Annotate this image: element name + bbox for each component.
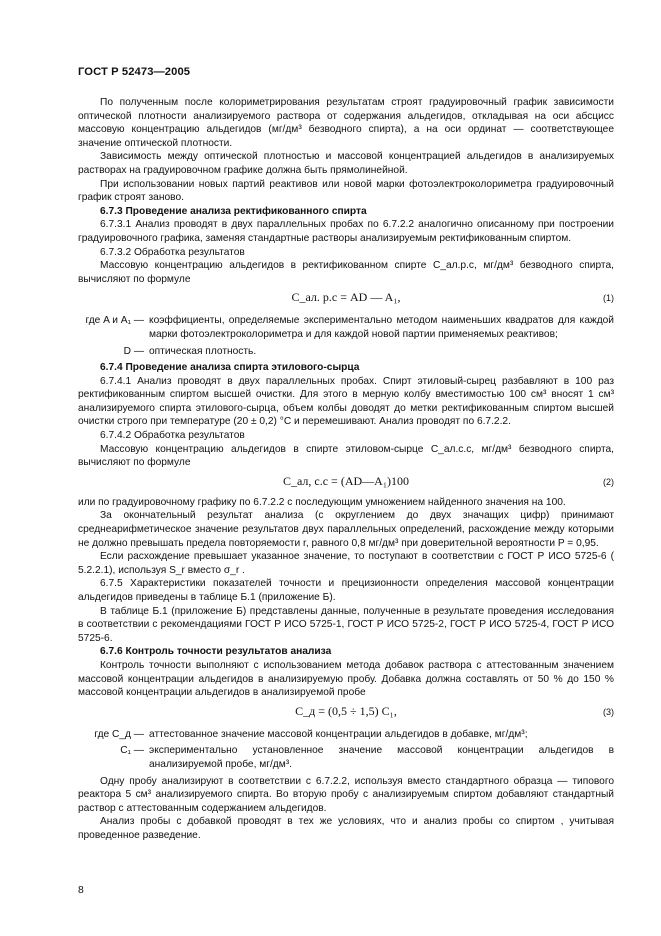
definition-cd — [78, 728, 614, 742]
paragraph-exceedance: Если расхождение превышает указанное значение, то поступают в соответствии с ГОСТ Р ИСО 5725-6 ( 5.2.2.1), используя S_r вместо σ_r . — [78, 551, 614, 576]
definition-text: коэффициенты, определяемые экспериментально методом наименьших квадратов для каждой марки фотоэлектроколориметра и для каждой новой партии применяемых реактивов; — [149, 315, 614, 340]
equation-1 — [78, 286, 614, 312]
paragraph-raw-concentration: Массовую концентрацию альдегидов в спирте этиловом-сырце C_ал.с.с, мг/дм³ безводного спирта, вычисляют по формуле — [78, 443, 614, 469]
definition-a-a1 — [78, 314, 614, 341]
equation-2-number: (2) — [603, 476, 614, 487]
heading-6-7-6: 6.7.6 Контроль точности результатов анализа — [100, 646, 332, 658]
definition-text: экспериментально установленное значение массовой концентрации альдегидов в анализируемой пробе, мг/дм³. — [149, 745, 614, 770]
equation-1-number: (1) — [603, 293, 614, 304]
heading-6-7-3: 6.7.3 Проведение анализа ректификованного спирта — [100, 205, 367, 217]
page-body — [78, 96, 614, 843]
definition-d — [78, 345, 614, 359]
equation-2-formula: C_ал, с.с = (AD—A₁)100 — [282, 473, 410, 488]
running-header: ГОСТ Р 52473—2005 — [78, 66, 191, 78]
equation-1-formula: C_ал. р.с = AD — A₁, — [291, 290, 401, 305]
paragraph-rectified-concentration: Массовую концентрацию альдегидов в ректификованном спирте C_ал.р.с, мг/дм³ безводного спирта, вычисляют по формуле — [78, 260, 614, 285]
equation-3-number: (3) — [603, 706, 614, 717]
paragraph-table-b1: В таблице Б.1 (приложение Б) представлены данные, полученные в результате проведения исследования в соответствии с рекомендациями ГОСТ Р ИСО 5725-1, ГОСТ Р ИСО 5725-2, ГОСТ Р ИСО 5725-4, ГОСТ Р ИСО 5725-6. — [78, 605, 614, 644]
equation-2 — [78, 470, 614, 496]
equation-3-formula: C_д = (0,5 ÷ 1,5) C₁, — [295, 703, 397, 718]
heading-6-7-4: 6.7.4 Проведение анализа спирта этилового-сырца — [100, 362, 360, 374]
paragraph-graph-construction: По полученным после колориметрирования результатам строят градуировочный график зависимости оптической плотности анализируемого раствора от содержания альдегидов, откладывая на оси абсцисс массовую концентрацию альдегидов (мг/дм³ безводного спирта), а на оси ординат — соответствующее значение оптической плотности. — [78, 97, 614, 149]
definition-text: аттестованное значение массовой концентрации альдегидов в добавке, мг/дм³; — [149, 728, 528, 740]
definition-term: где C_д — — [94, 728, 144, 740]
definition-term: C₁ — — [120, 745, 144, 757]
paragraph-graph-alternative: или по градуировочному графику по 6.7.2.2 с последующим умножением найденного значения на 100. — [78, 496, 566, 508]
paragraph-linearity: Зависимость между оптической плотностью и массовой концентрацией альдегидов в анализируемых растворах на градуировочном графике должна быть прямолинейной. — [78, 151, 614, 176]
definition-text: оптическая плотность. — [149, 345, 257, 357]
paragraph-probe-analysis: Одну пробу анализируют в соответствии с 6.7.2.2, используя вместо стандартного образца — типового реактора 5 см³ анализируемого спирта. Во вторую пробу с анализируемым спиртом добавляют стандартный раствор с аттестованным содержанием альдегидов. — [78, 775, 614, 814]
equation-3 — [78, 700, 614, 726]
definition-term: где A и A₁ — — [85, 315, 144, 327]
definition-term: D — — [123, 345, 144, 357]
paragraph-6-7-3-2: 6.7.3.2 Обработка результатов — [100, 246, 245, 258]
paragraph-final-result: За окончательный результат анализа (с округлением до двух значащих цифр) принимают среднеарифметическое значение результатов двух параллельных определений, расхождение между которыми не должно превышать предела повторяемости r, равного 0,8 мг/дм³ при доверительной вероятности P = 0,95. — [78, 510, 614, 549]
definition-c1 — [78, 744, 614, 771]
paragraph-accuracy-control: Контроль точности выполняют с использованием метода добавок раствора с аттестованным значением массовой концентрации альдегидов в анализируемую пробу. Добавка должна составлять от 50 % до 150 % массовой концентрации альдегидов в анализируемой пробе — [78, 659, 614, 699]
paragraph-6-7-5: 6.7.5 Характеристики показателей точности и прецизионности определения массовой концентрации альдегидов приведены в таблице Б.1 (приложение Б). — [78, 578, 614, 603]
paragraph-additive-analysis: Анализ пробы с добавкой проводят в тех же условиях, что и анализ пробы со спиртом , учитывая проведенное разведение. — [78, 816, 614, 841]
paragraph-6-7-4-2: 6.7.4.2 Обработка результатов — [100, 430, 245, 442]
page-number: 8 — [78, 885, 84, 896]
paragraph-6-7-3-1: 6.7.3.1 Анализ проводят в двух параллельных пробах по 6.7.2.2 аналогично описанному при построении градуировочного графика, заменяя стандартные растворы анализируемым ректификованным спиртом. — [78, 219, 614, 244]
paragraph-6-7-4-1: 6.7.4.1 Анализ проводят в двух параллельных пробах. Спирт этиловый-сырец разбавляют в 100 раз ректификованным спиртом высшей очистки. Для этого в мерную колбу вместимостью 100 см³ вносят 1 см³ анализируемого спирта этилового-сырца, объем колбы доводят до метки ректификованным спиртом высшей очистки строго при температуре (20 ± 0,2) °С и перемешивают. Анализ проводят по 6.7.2.2. — [78, 375, 614, 428]
paragraph-new-reagents: При использовании новых партий реактивов или новой марки фотоэлектроколориметра градуировочный график строят заново. — [78, 178, 614, 204]
